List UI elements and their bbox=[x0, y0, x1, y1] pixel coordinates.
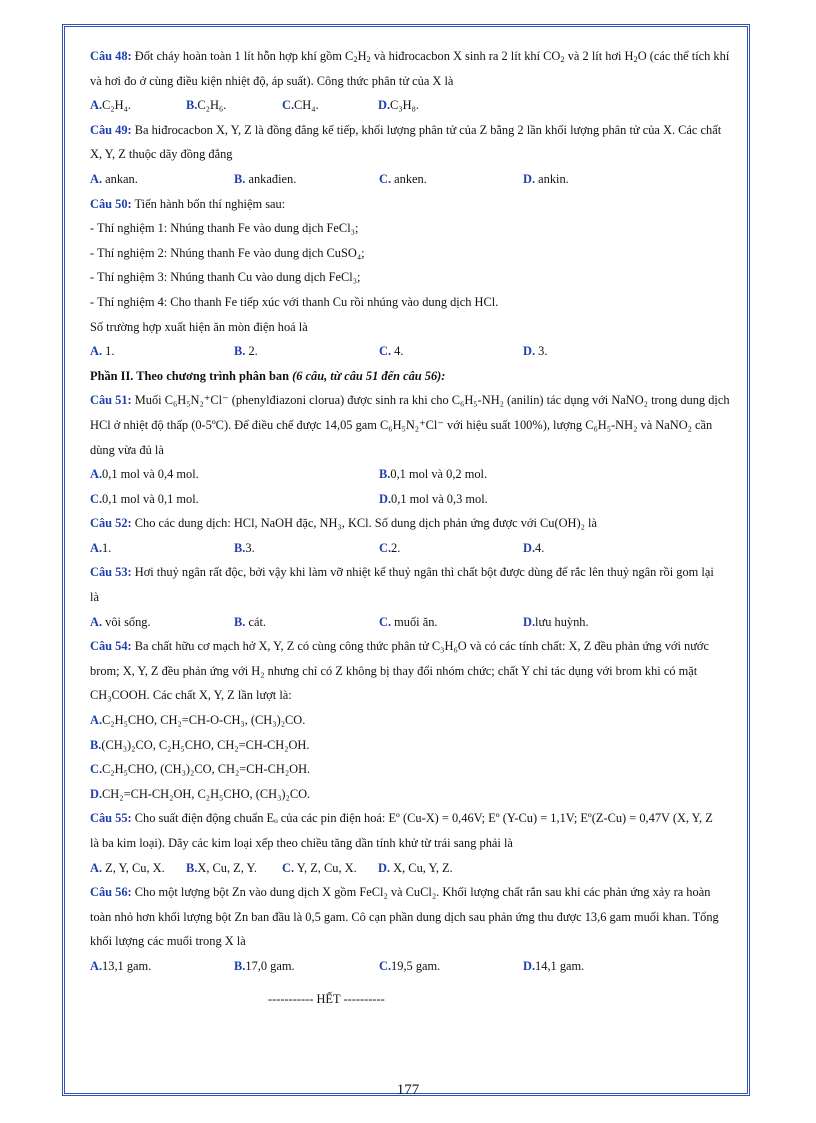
q55-options bbox=[90, 856, 742, 881]
page-number: 177 bbox=[396, 1082, 420, 1098]
q48-option-a: A.C₂H₄. bbox=[90, 98, 131, 113]
q49-options bbox=[90, 167, 742, 192]
q49-option-d: D. ankin. bbox=[523, 171, 569, 186]
q54-option-c: C.C₂H₅CHO, (CH₃)₂CO, CH₂=CH-CH₂OH. bbox=[90, 762, 311, 777]
q48-option-b: B.C₂H₆. bbox=[186, 98, 227, 113]
q54-option-b: B.(CH₃)₂CO, C₂H₅CHO, CH₂=CH-CH₂OH. bbox=[90, 737, 310, 752]
q48-line2: và hơi đo ở cùng điều kiện nhiệt độ, áp suất). Công thức phân tử của X là bbox=[90, 73, 454, 88]
q52-option-b: B.3. bbox=[234, 540, 255, 555]
q48-label: Câu 48: bbox=[90, 49, 132, 63]
q49-option-c: C. anken. bbox=[379, 171, 427, 186]
q56-option-d: D.14,1 gam. bbox=[523, 958, 585, 973]
q50-experiment-2: - Thí nghiệm 2: Nhúng thanh Fe vào dung dịch CuSO₄; bbox=[90, 245, 365, 260]
q48-option-d: D.C₃H₈. bbox=[378, 98, 419, 113]
q55-option-a: A. Z, Y, Cu, X. bbox=[90, 860, 165, 875]
q51-option-c: C.0,1 mol và 0,1 mol. bbox=[90, 491, 199, 506]
q56-option-c: C.19,5 gam. bbox=[379, 958, 441, 973]
q53-option-c: C. muối ăn. bbox=[379, 614, 438, 629]
q52-option-d: D.4. bbox=[523, 540, 545, 555]
q51-options-cd bbox=[90, 487, 742, 512]
q55-option-d: D. X, Cu, Y, Z. bbox=[378, 860, 453, 875]
q48-options bbox=[90, 93, 742, 118]
q50-option-a: A. 1. bbox=[90, 344, 115, 359]
q52-option-a: A.1. bbox=[90, 540, 112, 555]
q51-options-ab bbox=[90, 462, 742, 487]
part2-heading: Phần II. Theo chương trình phân ban (6 câu, từ câu 51 đến câu 56): bbox=[90, 368, 446, 383]
q51-option-a: A.0,1 mol và 0,4 mol. bbox=[90, 467, 199, 482]
q54-option-d: D.CH₂=CH-CH₂OH, C₂H₅CHO, (CH₃)₂CO. bbox=[90, 786, 311, 801]
q50-question: Số trường hợp xuất hiện ăn mòn điện hoá là bbox=[90, 319, 308, 334]
q51-line1: Câu 51: Muối C₆H₅N₂⁺Cl⁻ (phenylđiazoni clorua) được sinh ra khi cho C₆H₅-NH₂ (anilin) tác dụng với NaNO₂ trong dung dịch bbox=[90, 393, 730, 408]
q54-option-a: A.C₂H₅CHO, CH₂=CH-O-CH₃, (CH₃)₂CO. bbox=[90, 713, 306, 728]
q53-line1: Câu 53: Hơi thuỷ ngân rất độc, bởi vậy khi làm vỡ nhiệt kế thuỷ ngân thì chất bột được dùng để rắc lên thuỷ ngân rồi gom lại bbox=[90, 565, 714, 580]
q53-option-d: D.lưu huỳnh. bbox=[523, 614, 589, 629]
q51-option-d: D.0,1 mol và 0,3 mol. bbox=[379, 491, 488, 506]
q55-label: Câu 55: bbox=[90, 811, 132, 826]
q50-experiment-1: - Thí nghiệm 1: Nhúng thanh Fe vào dung dịch FeCl₃; bbox=[90, 221, 359, 236]
q50-option-b: B. 2. bbox=[234, 344, 258, 359]
q56-options bbox=[90, 954, 742, 979]
q54-line2: brom; X, Y, Z đều phản ứng với H₂ nhưng chỉ có Z không bị thay đổi nhóm chức; chất Y chỉ tác dụng với brom khi có mặt bbox=[90, 663, 698, 678]
q52-option-c: C.2. bbox=[379, 540, 401, 555]
q49-label: Câu 49: bbox=[90, 122, 132, 137]
q49-option-b: B. ankađien. bbox=[234, 171, 297, 186]
q51-option-b: B.0,1 mol và 0,2 mol. bbox=[379, 467, 488, 482]
q49-line1: Câu 49: Ba hiđrocacbon X, Y, Z là đồng đẳng kế tiếp, khối lượng phân tử của Z bằng 2 lần khối lượng phân tử của X. Các chất bbox=[90, 122, 722, 137]
q53-label: Câu 53: bbox=[90, 565, 132, 580]
q49-line2: X, Y, Z thuộc dãy đồng đẳng bbox=[90, 147, 233, 162]
q48-option-c: C.CH₄. bbox=[282, 98, 319, 113]
q56-line2: toàn nhỏ hơn khối lượng bột Zn ban đầu là 0,5 gam. Cô cạn phần dung dịch sau phản ứng thu được 13,6 gam muối khan. Tổng bbox=[90, 909, 719, 924]
q55-option-c: C. Y, Z, Cu, X. bbox=[282, 860, 357, 875]
q53-options bbox=[90, 610, 742, 635]
q53-option-b: B. cát. bbox=[234, 614, 267, 629]
q56-line3: khối lượng các muối trong X là bbox=[90, 934, 246, 949]
q50-options bbox=[90, 339, 742, 364]
q54-line1: Câu 54: Ba chất hữu cơ mạch hở X, Y, Z có cùng công thức phân tử C₃H₆O và có các tính chất: X, Z đều phản ứng với nước bbox=[90, 639, 709, 654]
q52-label: Câu 52: bbox=[90, 516, 132, 531]
q50-label: Câu 50: bbox=[90, 196, 132, 211]
q55-line1: Câu 55: Cho suất điện động chuẩn Eₒ của các pin điện hoá: Eº (Cu-X) = 0,46V; Eº (Y-Cu) = 1,1V; Eº(Z-Cu) = 0,47V (X, Y, Z bbox=[90, 811, 713, 826]
q54-line3: CH₃COOH. Các chất X, Y, Z lần lượt là: bbox=[90, 688, 292, 703]
q52-line1: Câu 52: Cho các dung dịch: HCl, NaOH đặc, NH₃, KCl. Số dung dịch phản ứng được với Cu(OH)₂ là bbox=[90, 516, 597, 531]
q50-experiment-4: - Thí nghiệm 4: Cho thanh Fe tiếp xúc với thanh Cu rồi nhúng vào dung dịch HCl. bbox=[90, 294, 499, 309]
q53-line2: là bbox=[90, 590, 99, 605]
q51-line3: dùng vừa đủ là bbox=[90, 442, 164, 457]
q50-option-c: C. 4. bbox=[379, 344, 404, 359]
q50-line1: Câu 50: Tiến hành bốn thí nghiệm sau: bbox=[90, 196, 286, 211]
end-marker: ----------- HẾT ---------- bbox=[268, 992, 385, 1006]
q56-option-a: A.13,1 gam. bbox=[90, 958, 152, 973]
q50-experiment-3: - Thí nghiệm 3: Nhúng thanh Cu vào dung dịch FeCl₃; bbox=[90, 270, 361, 285]
q50-option-d: D. 3. bbox=[523, 344, 548, 359]
q48-line1: Câu 48: Đốt cháy hoàn toàn 1 lít hỗn hợp khí gồm $C_2H_2$ và hiđrocacbon X sinh ra 2 lít khí $CO_2$ và 2 lít hơi $H_2O$ (các thể tích khí bbox=[90, 49, 730, 64]
q51-label: Câu 51: bbox=[90, 393, 132, 408]
q56-option-b: B.17,0 gam. bbox=[234, 958, 295, 973]
q54-label: Câu 54: bbox=[90, 639, 132, 654]
exam-content bbox=[90, 44, 742, 979]
q49-option-a: A. ankan. bbox=[90, 171, 138, 186]
q53-option-a: A. vôi sống. bbox=[90, 614, 151, 629]
q56-label: Câu 56: bbox=[90, 885, 132, 900]
q52-options bbox=[90, 536, 742, 561]
q55-option-b: B.X, Cu, Z, Y. bbox=[186, 860, 257, 875]
q55-line2: là ba kim loại). Dãy các kim loại xếp theo chiều tăng dần tính khử từ trái sang phải là bbox=[90, 836, 513, 850]
q56-line1: Câu 56: Cho một lượng bột Zn vào dung dịch X gồm FeCl₂ và CuCl₂. Khối lượng chất rắn sau khi các phản ứng xảy ra hoàn bbox=[90, 885, 711, 900]
q51-line2: HCl ở nhiệt độ thấp (0-5ºC). Để điều chế được 14,05 gam C₆H₅N₂⁺Cl⁻ với hiệu suất 100%), lượng C₆H₅-NH₂ và NaNO₂ cần bbox=[90, 417, 713, 432]
